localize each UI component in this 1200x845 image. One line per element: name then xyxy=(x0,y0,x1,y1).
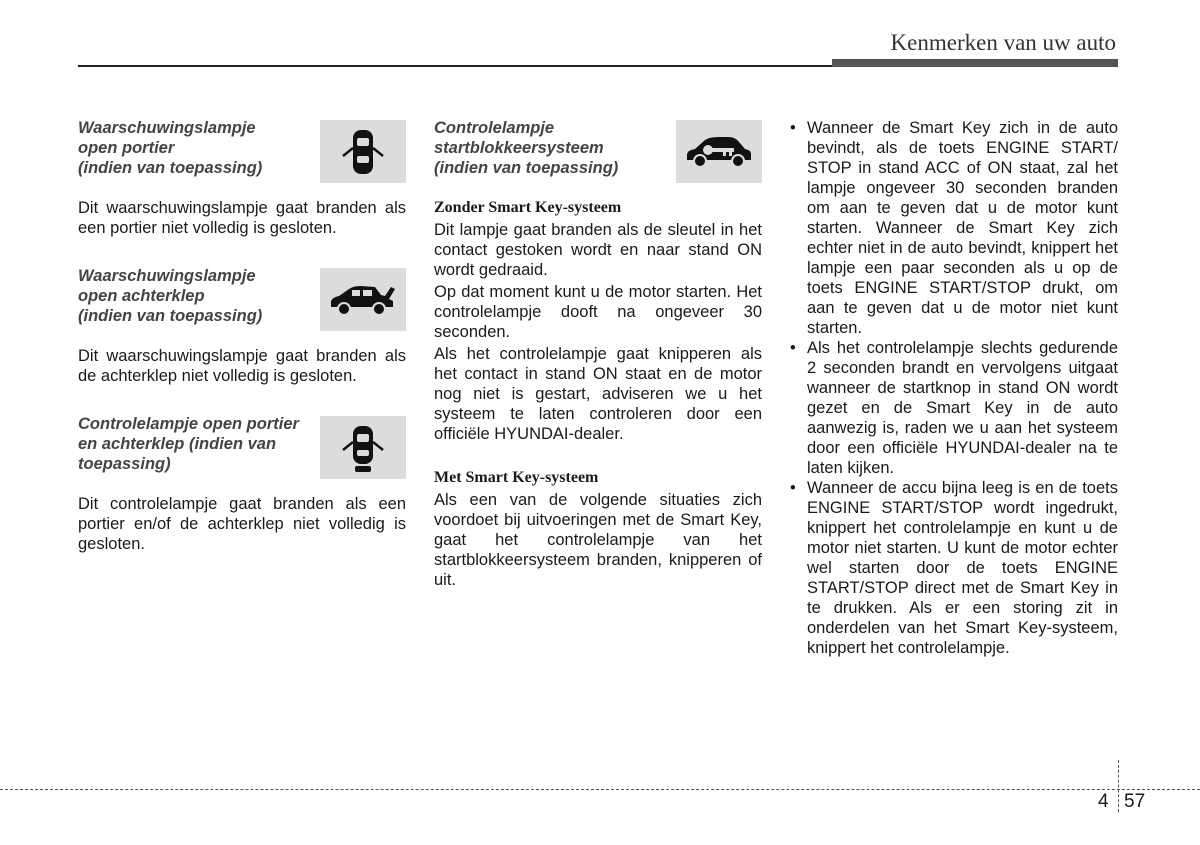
heading-line: en achterklep (indien van xyxy=(78,435,277,453)
paragraph: Als een van de volgende situaties zich voordoet bij uitvoeringen met de Smart Key, gaat het controlelampje van het startblokkeersysteem branden, knipperen of uit. xyxy=(434,491,762,589)
list-item-text: Als het controlelampje slechts gedurende 2 seconden brandt en vervolgens uitgaat wanneer de startknop in stand ON wordt gezet en de Smart Key in de auto aanwezig is, raden we u aan het systeem door een officiële HYUNDAI-dealer na te laten kijken. xyxy=(807,339,1118,477)
paragraph: Als het controlelampje gaat knipperen als het contact in stand ON staat en de motor nog niet is gestart, adviseren we u het systeem te laten controleren door een officiële HYUNDAI-dealer. xyxy=(434,345,762,443)
heading-line: (indien van toepassing) xyxy=(434,159,619,177)
section-heading xyxy=(78,266,318,326)
footer-divider xyxy=(0,789,1200,790)
list-item: • Wanneer de Smart Key zich in de auto bevindt, als de toets ENGINE START/ STOP in stand ACC of ON staat, zal het lampje ongeveer 30 seconden branden om aan te geven dat u de motor kunt starten. Wanneer de Smart Key zich echter niet in de auto bevindt, knippert het lampje een paar seconden als u op de toets ENGINE START/STOP drukt, om aan te geven dat u de motor niet kunt starten. xyxy=(790,119,1118,337)
heading-line: toepassing) xyxy=(78,455,171,473)
column-middle xyxy=(434,118,762,592)
section-heading xyxy=(78,414,318,474)
section-text: Dit waarschuwingslampje gaat branden als de achterklep niet volledig is gesloten. xyxy=(78,347,406,385)
footer-separator xyxy=(1118,760,1119,812)
chapter-number: 4 xyxy=(1098,791,1109,812)
section-text: Dit controlelampje gaat branden als een portier en/of de achterklep niet volledig is gesloten. xyxy=(78,495,406,553)
heading-line: Controlelampje open portier xyxy=(78,415,299,433)
heading-line: open achterklep xyxy=(78,287,205,305)
heading-line: Controlelampje xyxy=(434,119,555,137)
heading-line: Waarschuwingslampje xyxy=(78,267,256,285)
door-trunk-open-icon xyxy=(320,416,406,479)
section-heading xyxy=(434,118,674,178)
subheading: Zonder Smart Key-systeem xyxy=(434,199,622,216)
list-item-text: Wanneer de accu bijna leeg is en de toets ENGINE START/STOP wordt ingedrukt, knippert het controlelampje en kunt u de motor niet starten. U kunt de motor echter wel starten door de toets ENGINE START/STOP direct met de Smart Key in te drukken. Als er een storing zit in onderdelen van het Smart Key-systeem, knippert het controlelampje. xyxy=(807,479,1118,657)
immobilizer-key-icon xyxy=(676,120,762,183)
paragraph: Op dat moment kunt u de motor starten. Het controlelampje dooft na ongeveer 30 seconden. xyxy=(434,283,762,341)
section-heading xyxy=(78,118,318,178)
heading-line: startblokkeersysteem xyxy=(434,139,604,157)
subheading: Met Smart Key-systeem xyxy=(434,469,599,486)
column-left xyxy=(78,118,406,556)
door-open-icon xyxy=(320,120,406,183)
heading-line: (indien van toepassing) xyxy=(78,159,263,177)
heading-line: open portier xyxy=(78,139,175,157)
heading-line: Waarschuwingslampje xyxy=(78,119,256,137)
bullet-list xyxy=(790,118,1118,658)
section-door-open xyxy=(78,118,406,182)
list-item: • Als het controlelampje slechts gedurende 2 seconden brandt en vervolgens uitgaat wanneer de startknop in stand ON wordt gezet en de Smart Key in de auto aanwezig is, raden we u aan het systeem door een officiële HYUNDAI-dealer na te laten kijken. xyxy=(790,339,1118,477)
section-immobilizer xyxy=(434,118,762,182)
section-trunk-open xyxy=(78,266,406,330)
trunk-open-icon xyxy=(320,268,406,331)
list-item-text: Wanneer de Smart Key zich in de auto bevindt, als de toets ENGINE START/ STOP in stand ACC of ON staat, zal het lampje ongeveer 30 seconden branden om aan te geven dat u de motor kunt starten. Wanneer de Smart Key zich echter niet in de auto bevindt, knippert het lampje een paar seconden als u op de toets ENGINE START/STOP drukt, om aan te geven dat u de motor niet kunt starten. xyxy=(807,119,1118,337)
header-rule-accent xyxy=(832,59,1118,67)
page-header-title: Kenmerken van uw auto xyxy=(890,30,1116,55)
list-item: • Wanneer de accu bijna leeg is en de toets ENGINE START/STOP wordt ingedrukt, knippert het controlelampje en kunt u de motor niet starten. U kunt de motor echter wel starten door de toets ENGINE START/STOP direct met de Smart Key in te drukken. Als er een storing zit in onderdelen van het Smart Key-systeem, knippert het controlelampje. xyxy=(790,479,1118,657)
page-number: 57 xyxy=(1124,791,1146,812)
paragraph: Dit lampje gaat branden als de sleutel in het contact gestoken wordt en naar stand ON wordt gedraaid. xyxy=(434,221,762,279)
section-text: Dit waarschuwingslampje gaat branden als een portier niet volledig is gesloten. xyxy=(78,199,406,237)
column-right xyxy=(790,118,1118,658)
section-door-trunk-open xyxy=(78,414,406,478)
heading-line: (indien van toepassing) xyxy=(78,307,263,325)
